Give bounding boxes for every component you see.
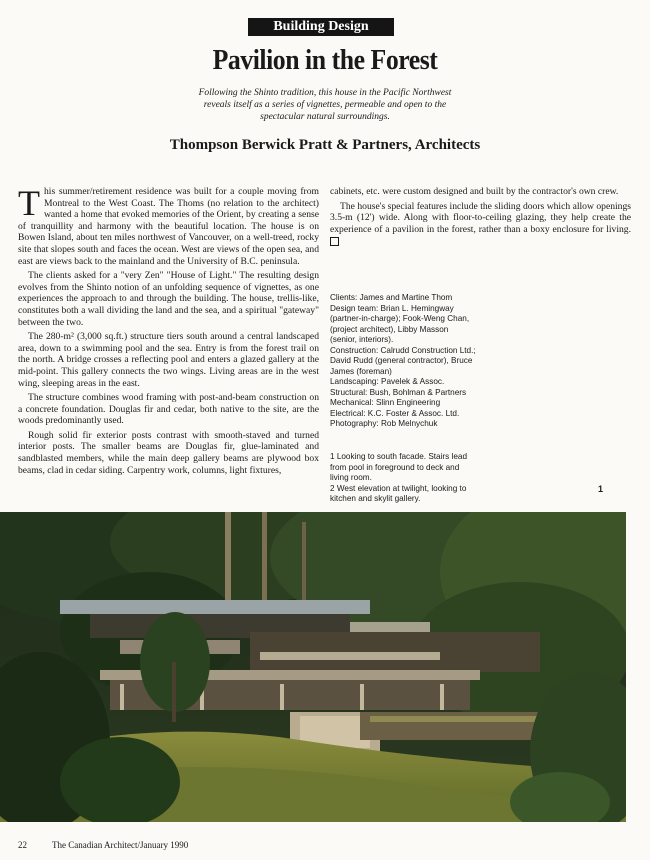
end-mark-icon	[330, 237, 339, 246]
body-column-right	[330, 186, 631, 250]
page-number: 22	[18, 840, 27, 850]
body-paragraph-6: cabinets, etc. were custom designed and built by the contractor's own crew.	[330, 186, 619, 197]
house-photo-illustration	[0, 512, 626, 822]
architect-credit: Thompson Berwick Pratt & Partners, Architects	[169, 137, 481, 153]
caption-line: living room.	[330, 473, 372, 482]
credit-line: Photography: Rob Melnychuk	[330, 419, 438, 428]
body-paragraph-4: The structure combines wood framing with post-and-beam construction on a concrete foundation. Douglas fir and cedar, both native to the site, are the woods predominantly used.	[18, 392, 319, 427]
drop-cap: T	[18, 183, 40, 223]
credit-line: David Rudd (general contractor), Bruce	[330, 356, 473, 365]
body-paragraph-3: The 280-m² (3,000 sq.ft.) structure tiers south around a central landscaped area, down to a swimming pool and the sea. Entry is from the forest trail on the north. A bridge crosses a reflecting pool and enters a glazed gallery at the mid-point. This gallery connects the two wings. Living areas are in the west wing, sleeping areas in the east.	[18, 331, 319, 389]
body-paragraph-1	[18, 183, 319, 267]
credit-line: (partner-in-charge); Fook-Weng Chan,	[330, 314, 470, 323]
credit-line: Design team: Brian L. Hemingway	[330, 303, 454, 313]
photo-captions	[330, 452, 480, 505]
body-paragraph-1-text: his summer/retirement residence was built for a couple moving from Montreal to the West Coast. The Thoms (no relation to the architect) wanted a home that evoked memories of the Orient, by creating a sense of tranquillity and harmony with the beautiful location. The house is on Bowen Island, about ten miles northwest of Vancouver, on a well-treed, rocky site that slopes south and faces the ocean. West are views of the open sea, and east are views back to the mainland and the University of B.C. peninsula.	[18, 186, 319, 267]
body-column-left	[18, 183, 319, 479]
credit-line: (project architect), Libby Masson	[330, 324, 449, 334]
credit-line: Electrical: K.C. Foster & Assoc. Ltd.	[330, 408, 460, 418]
credit-line: James (foreman)	[330, 366, 392, 376]
caption-line: from pool in foreground to deck and	[330, 462, 460, 472]
article-title: Pavilion in the Forest	[212, 45, 438, 76]
body-paragraph-7-text: The house's special features include the sliding doors which allow openings 3.5-m (12') wide. Along with floor-to-ceiling glazing, they help create the experience of a pavilion in the forest, rather than a boxy enclosure for living.	[330, 200, 631, 235]
project-credits	[330, 293, 510, 430]
caption-line: 2 West elevation at twilight, looking to	[330, 483, 467, 493]
credit-line: (senior, interiors).	[330, 335, 394, 344]
publication-name: The Canadian Architect/January 1990	[52, 840, 189, 850]
section-banner: Building Design	[248, 18, 394, 36]
credit-line: Construction: Calrudd Construction Ltd.;	[330, 345, 476, 355]
article-deck: Following the Shinto tradition, this house in the Pacific Northwest reveals itself as a series of vignettes, permeable and open to the spectacular natural surroundings.	[198, 88, 452, 122]
credit-line: Landscaping: Pavelek & Assoc.	[330, 377, 445, 386]
caption-line: 1 Looking to south facade. Stairs lead	[330, 452, 468, 461]
body-paragraph-5: Rough solid fir exterior posts contrast with smooth-staved and turned interior posts. The smaller beams are Douglas fir, glue-laminated and sandblasted members, while the main deep gallery beams are plywood box beams, clad in cedar siding. Carpentry work, columns, light fixtures,	[18, 429, 319, 476]
credit-line: Clients: James and Martine Thom	[330, 293, 453, 302]
house-photo	[0, 512, 626, 822]
body-paragraph-7	[330, 201, 631, 247]
caption-line: kitchen and skylit gallery.	[330, 494, 421, 503]
body-paragraph-2: The clients asked for a "very Zen" "House of Light." The resulting design evolves from the Shinto notion of an unfolding sequence of vignettes, as one experiences the approach to and through the building. The house, trellis-like, constitutes both a wall dividing the land and the sea, and a spiritual "gateway" between the two.	[18, 270, 319, 328]
credit-line: Structural: Bush, Bohlman & Partners	[330, 387, 467, 397]
page-footer	[18, 840, 188, 850]
credit-line: Mechanical: Slinn Engineering	[330, 398, 441, 407]
figure-number: 1	[598, 484, 604, 494]
